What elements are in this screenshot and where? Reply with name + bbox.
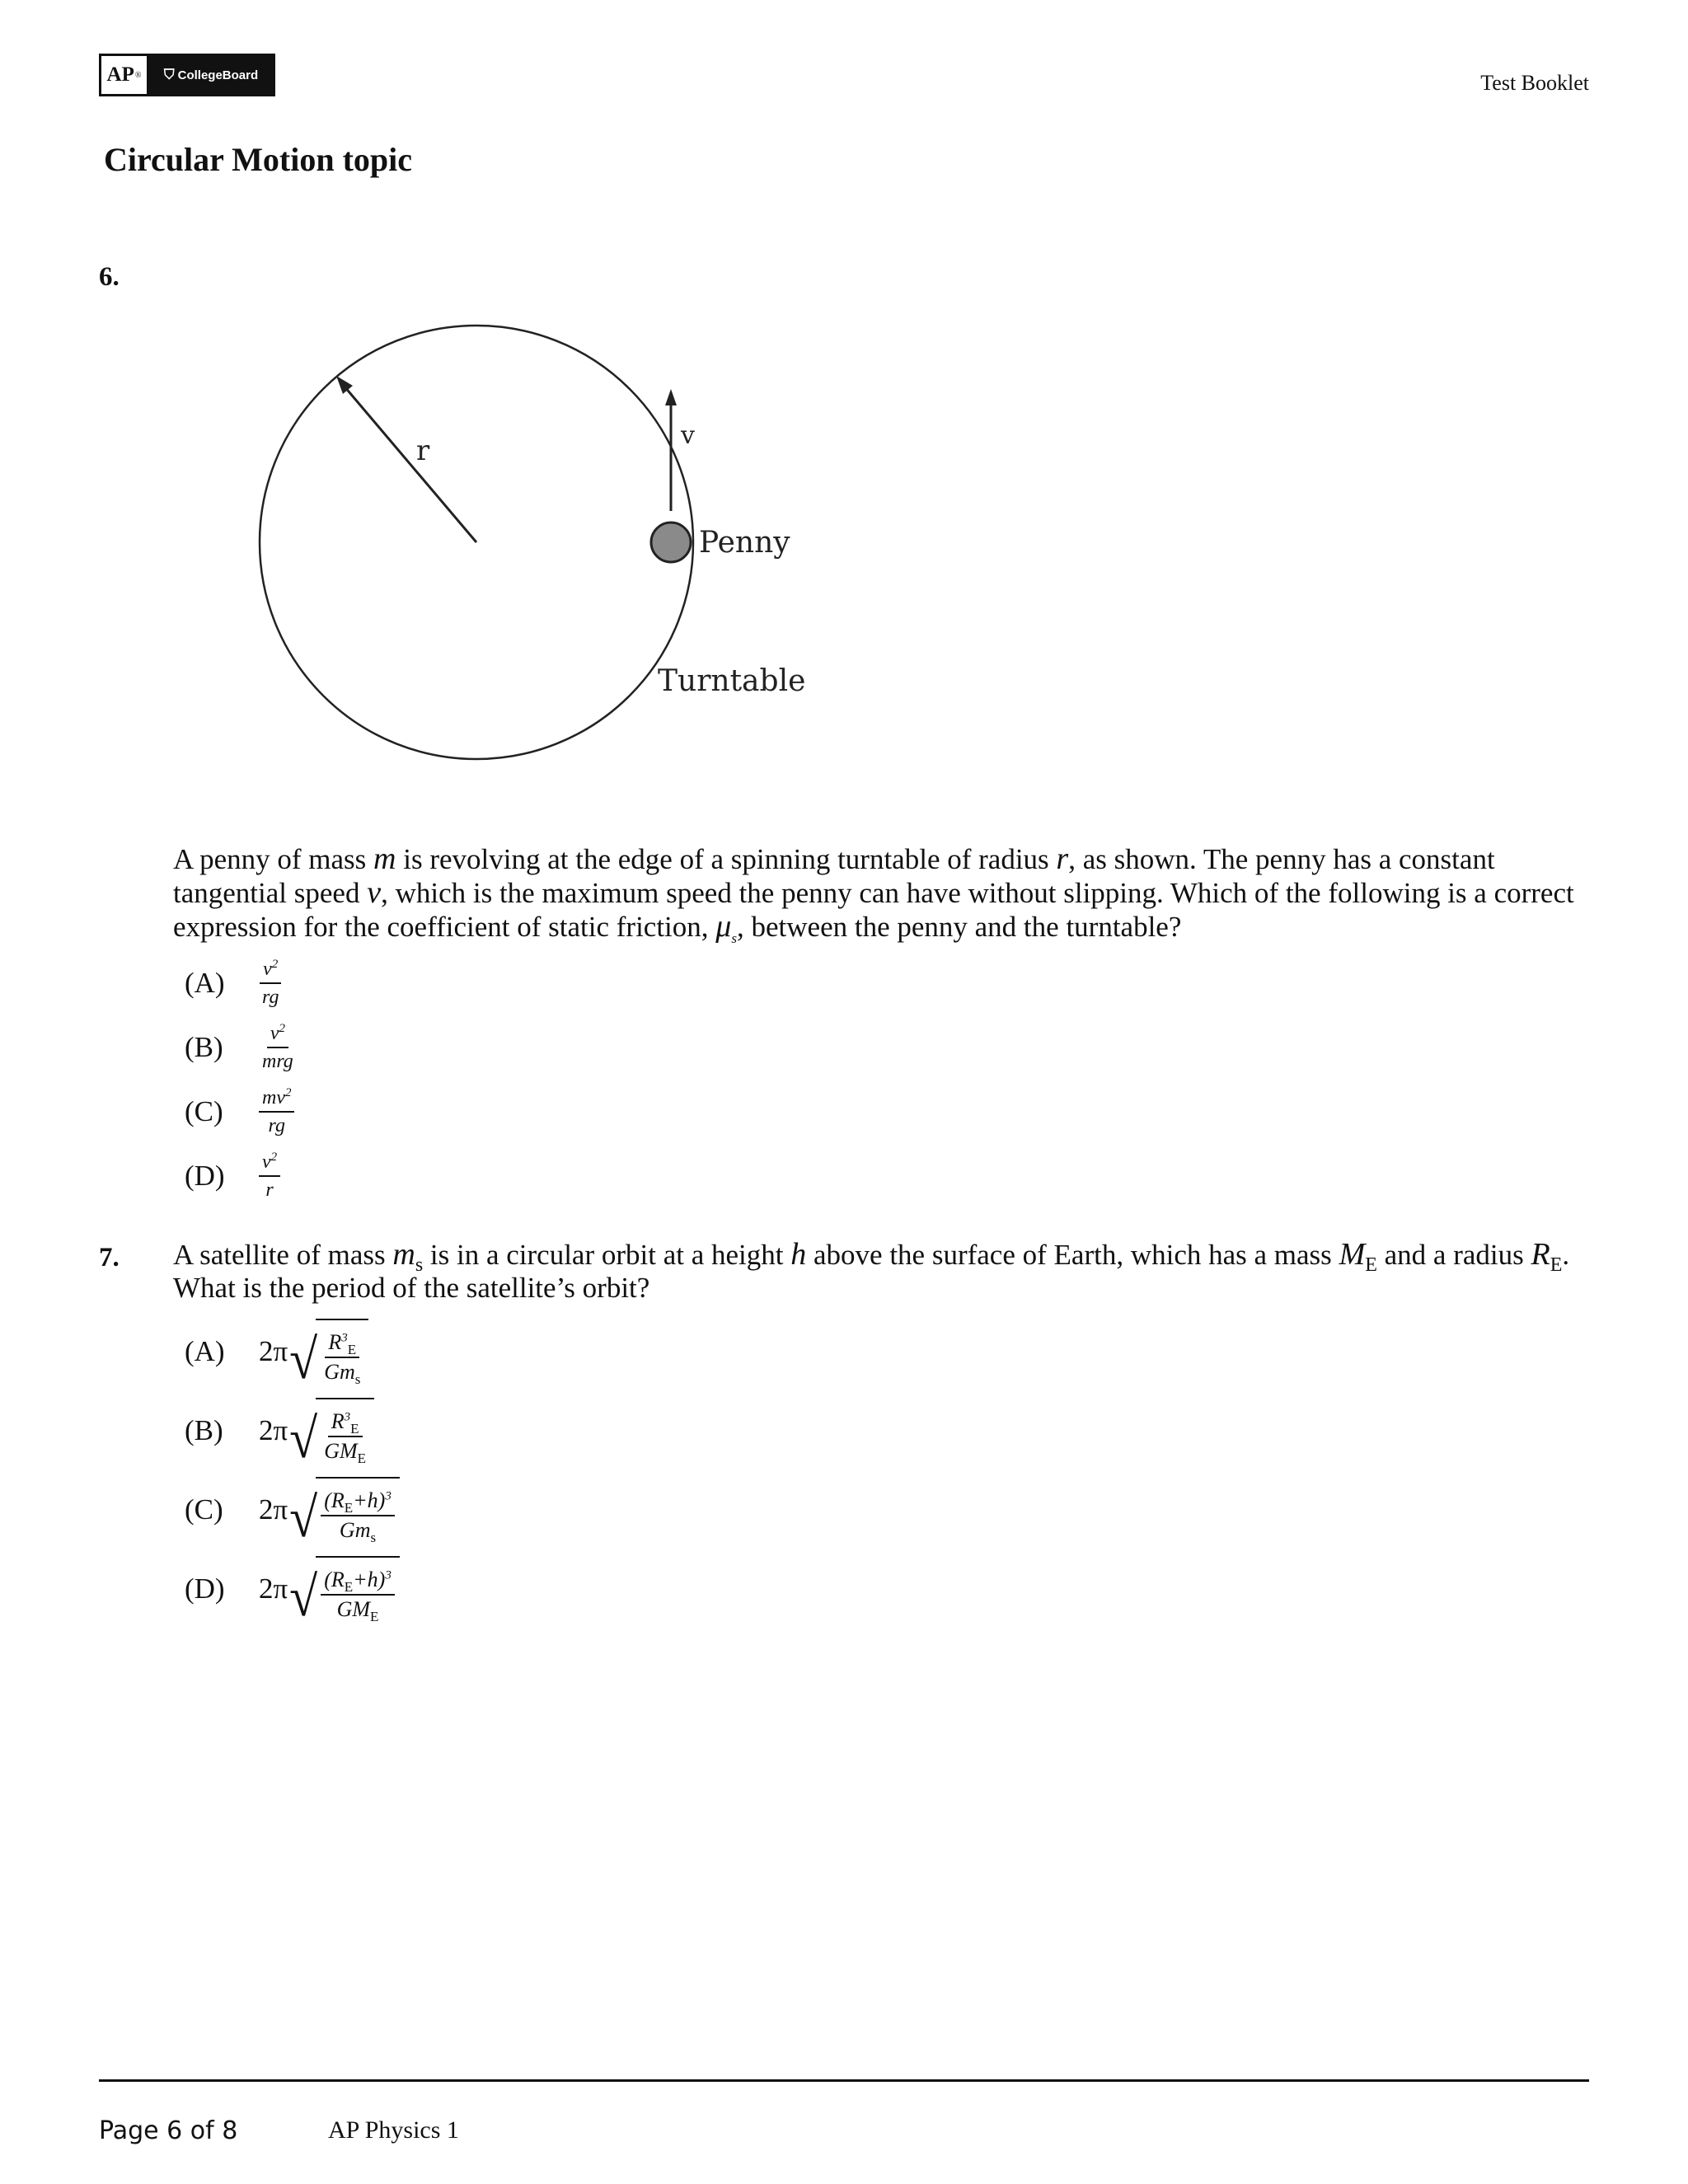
question-7-stem: A satellite of mass $m_s$ is in a circular orbit at a height h above the surface of Earth, which has a mass $M_E$ and a radius $R_E$. What is the period of the satellite’s orbit? [173,1237,1570,1304]
choice-6C[interactable]: (C) $\frac{mv^2}{rg}$ [185,1086,294,1137]
topic-title: Circular Motion topic [104,141,413,178]
choice-7B-sqrt: √ $\frac{R^3_E}{GM_E}$ [289,1398,374,1464]
logo-collegeboard: ⛉ CollegeBoard [149,56,273,94]
penny [651,523,691,562]
footer-rule [99,2079,1589,2082]
choice-7D-sqrt: √ $\frac{(R_E+h)^3}{GM_E}$ [289,1556,400,1622]
radius-line [340,381,476,542]
choice-7A[interactable]: (A) 2π √ $\frac{R^3_E}{Gm_s}$ [185,1319,368,1385]
choice-7D[interactable]: (D) 2π √ $\frac{(R_E+h)^3}{GM_E}$ [185,1556,400,1622]
velocity-label: v [681,421,695,450]
choice-6D-fraction: $\frac{v^2}{r}$ [259,1151,280,1202]
question-6-stem: A penny of mass m is revolving at the edge of a spinning turntable of radius r, as shown. The penny has a constant tangential speed v, which is the maximum speed the penny can have without slipping. Which of the following is a correct expression for the coefficient of static friction, $\mu_s$, between the penny and the turntable? [173,841,1574,946]
booklet-label: Test Booklet [1480,71,1589,95]
penny-label: Penny [699,526,790,560]
choice-7C-sqrt: √ $\frac{(R_E+h)^3}{Gm_s}$ [289,1477,400,1543]
choice-7A-sqrt: √ $\frac{R^3_E}{Gm_s}$ [289,1319,368,1385]
page-number: Page 6 of 8 [99,2116,238,2145]
turntable-label: Turntable [658,664,806,698]
choice-6A-fraction: $\frac{v^2}{rg}$ [259,958,282,1009]
turntable-diagram [247,313,841,775]
choice-6B[interactable]: (B) $\frac{v^2}{\text{mrg}}$ [185,1022,297,1073]
question-number-6: 6. [99,262,120,292]
choice-6C-fraction: $\frac{mv^2}{rg}$ [259,1086,294,1137]
radius-arrowhead [336,376,353,394]
choice-7B[interactable]: (B) 2π √ $\frac{R^3_E}{GM_E}$ [185,1398,374,1464]
choice-7C[interactable]: (C) 2π √ $\frac{(R_E+h)^3}{Gm_s}$ [185,1477,400,1543]
radius-label: r [416,434,430,467]
ap-collegeboard-logo [99,54,275,96]
acorn-icon: ⛉ [163,67,175,82]
velocity-arrowhead [665,389,677,405]
choice-6A[interactable]: (A) $\frac{v^2}{rg}$ [185,958,282,1009]
logo-ap: AP ® [101,56,149,94]
choice-6D[interactable]: (D) $\frac{v^2}{r}$ [185,1151,280,1202]
choice-6B-fraction: $\frac{v^2}{\text{mrg}}$ [262,1022,293,1072]
course-name: AP Physics 1 [328,2116,459,2144]
question-number-7: 7. [99,1243,120,1272]
